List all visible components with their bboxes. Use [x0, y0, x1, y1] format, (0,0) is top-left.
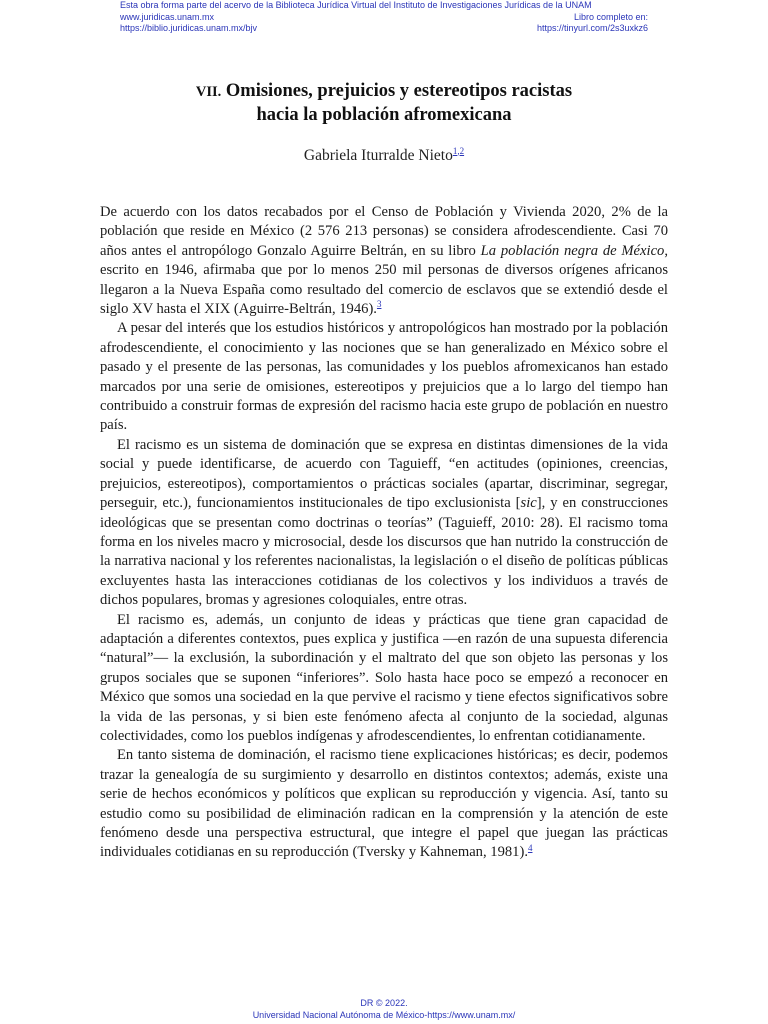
- chapter-number: VII.: [195, 84, 222, 100]
- header-row-2: [120, 23, 648, 35]
- paragraph-3-text-a: El racismo es un sistema de dominación que se expresa en distintas dimensiones de la vida social y puede identificarse, de acuerdo con Taguieff, “en actitudes (opiniones, creencias, prejuicios, estereotipos), comportamientos o prácticas sociales (apartar, discriminar, segregar, perseguir, etc.), funcionamientos institucionales de tipo exclusionista [: [100, 436, 668, 512]
- chapter-title-line-1: [100, 80, 668, 104]
- paragraph-1-text-a: De acuerdo con los datos recabados por el Censo de Población y Vivienda 2020, 2% de la población que reside en México (2 576 213 personas) se considera afrodescendiente. Casi 70 años antes el antropólogo Gonzalo Aguirre Beltrán, en su libro: [100, 204, 668, 259]
- paragraph-2: A pesar del interés que los estudios históricos y antropológicos han mostrado por la población afrodescendiente, el conocimiento y las nociones que se han generalizado en México sobre el pasado y el presente de las personas, las comunidades y los pueblos afromexicanos han estado marcados por una serie de omisiones, estereotipos y prejuicios que a lo largo del tiempo han contribuido a construir formas de expresión del racismo hacia este grupo de población en nuestro país.: [100, 320, 668, 434]
- chapter-title-line-2: hacia la población afromexicana: [256, 105, 512, 125]
- sic-annotation: sic: [520, 495, 537, 512]
- footnote-ref-2[interactable]: 2: [459, 145, 465, 156]
- page-header: [120, 0, 648, 35]
- full-book-label: Libro completo en:: [573, 11, 648, 22]
- institution-link[interactable]: Universidad Nacional Autónoma de México-https://www.unam.mx/: [252, 1010, 516, 1020]
- paragraph-5-text: En tanto sistema de dominación, el racismo tiene explicaciones históricas; es decir, podemos trazar la genealogía de su surgimiento y desarrollo en distintos contextos; además, existe una serie de hechos económicos y políticos que explican su reproducción y vigencia. Así, tanto su estudio como su posibilidad de eliminación radican en la comprensión y la atención de este fenómeno desde una perspectiva estructural, que integre el papel que juegan las prácticas individuales cotidianas en su reproducción (Tversky y Kahneman, 1981).: [100, 747, 668, 861]
- repository-notice: Esta obra forma parte del acervo de la Biblioteca Jurídica Virtual del Instituto de Investigaciones Jurídicas de la UNAM: [120, 0, 592, 10]
- paragraph-1: [100, 203, 668, 319]
- paragraph-5: [100, 746, 668, 862]
- footnote-ref-4[interactable]: 4: [527, 842, 533, 853]
- body-text: [100, 203, 668, 863]
- author-footnote-refs: [453, 142, 464, 157]
- book-title: La población negra de México: [480, 242, 665, 259]
- author-name: Gabriela Iturralde Nieto: [303, 147, 453, 164]
- page-footer: [0, 997, 768, 1021]
- copyright-text: DR © 2022.: [360, 998, 408, 1008]
- paragraph-3-text-b: ], y en construcciones ideológicas que se presentan como doctrinas o teorías” (Taguieff, 2010: 28). El racismo toma forma en los niveles macro y microsocial, desde los discursos que han nutrido la construcción de la narrativa nacional y los referentes nacionalistas, la legislación o el diseño de políticas públicas excluyentes hasta las interacciones cotidianas de los colectivos y los individuos a través de dichos populares, bromas y agresiones coloquiales, entre otras.: [100, 495, 668, 609]
- biblio-link[interactable]: https://biblio.juridicas.unam.mx/bjv: [120, 23, 258, 33]
- footnote-ref-3[interactable]: 3: [376, 299, 382, 310]
- site-link[interactable]: www.juridicas.unam.mx: [120, 11, 215, 22]
- paragraph-3: [100, 436, 668, 611]
- chapter-title: [100, 80, 668, 127]
- paragraph-1-text-b: , escrito en 1946, afirmaba que por lo menos 250 mil personas de diversos orígenes africanos llegaron a la Nueva España como resultado del comercio de esclavos que se extendió desde el siglo XV hasta el XIX (Aguirre-Beltrán, 1946).: [100, 242, 669, 318]
- footnote-ref-1[interactable]: 1: [452, 145, 458, 156]
- book-link[interactable]: https://tinyurl.com/2s3uxkz6: [536, 23, 648, 33]
- author-line: [100, 146, 668, 166]
- footnote-separator: ,: [457, 145, 460, 156]
- header-row-1: [120, 12, 648, 24]
- paragraph-4: El racismo es, además, un conjunto de ideas y prácticas que tiene gran capacidad de adaptación a diferentes contextos, pues explica y justifica —en razón de una supuesta diferencia “natural”— la exclusión, la subordinación y el maltrato del que son objeto las personas y los grupos sociales que se suponen “inferiores”. Solo hasta hace poco se empezó a reconocer en México que somos una sociedad en la que pervive el racismo y tiene efectos significativos sobre la vida de las personas, y si bien este fenómeno afecta al conjunto de la sociedad, algunas colectividades, como los pueblos indígenas y afrodescendientes, lo enfrentan cotidianamente.: [100, 611, 668, 744]
- chapter-title-text-1: Omisiones, prejuicios y estereotipos racistas: [221, 81, 573, 101]
